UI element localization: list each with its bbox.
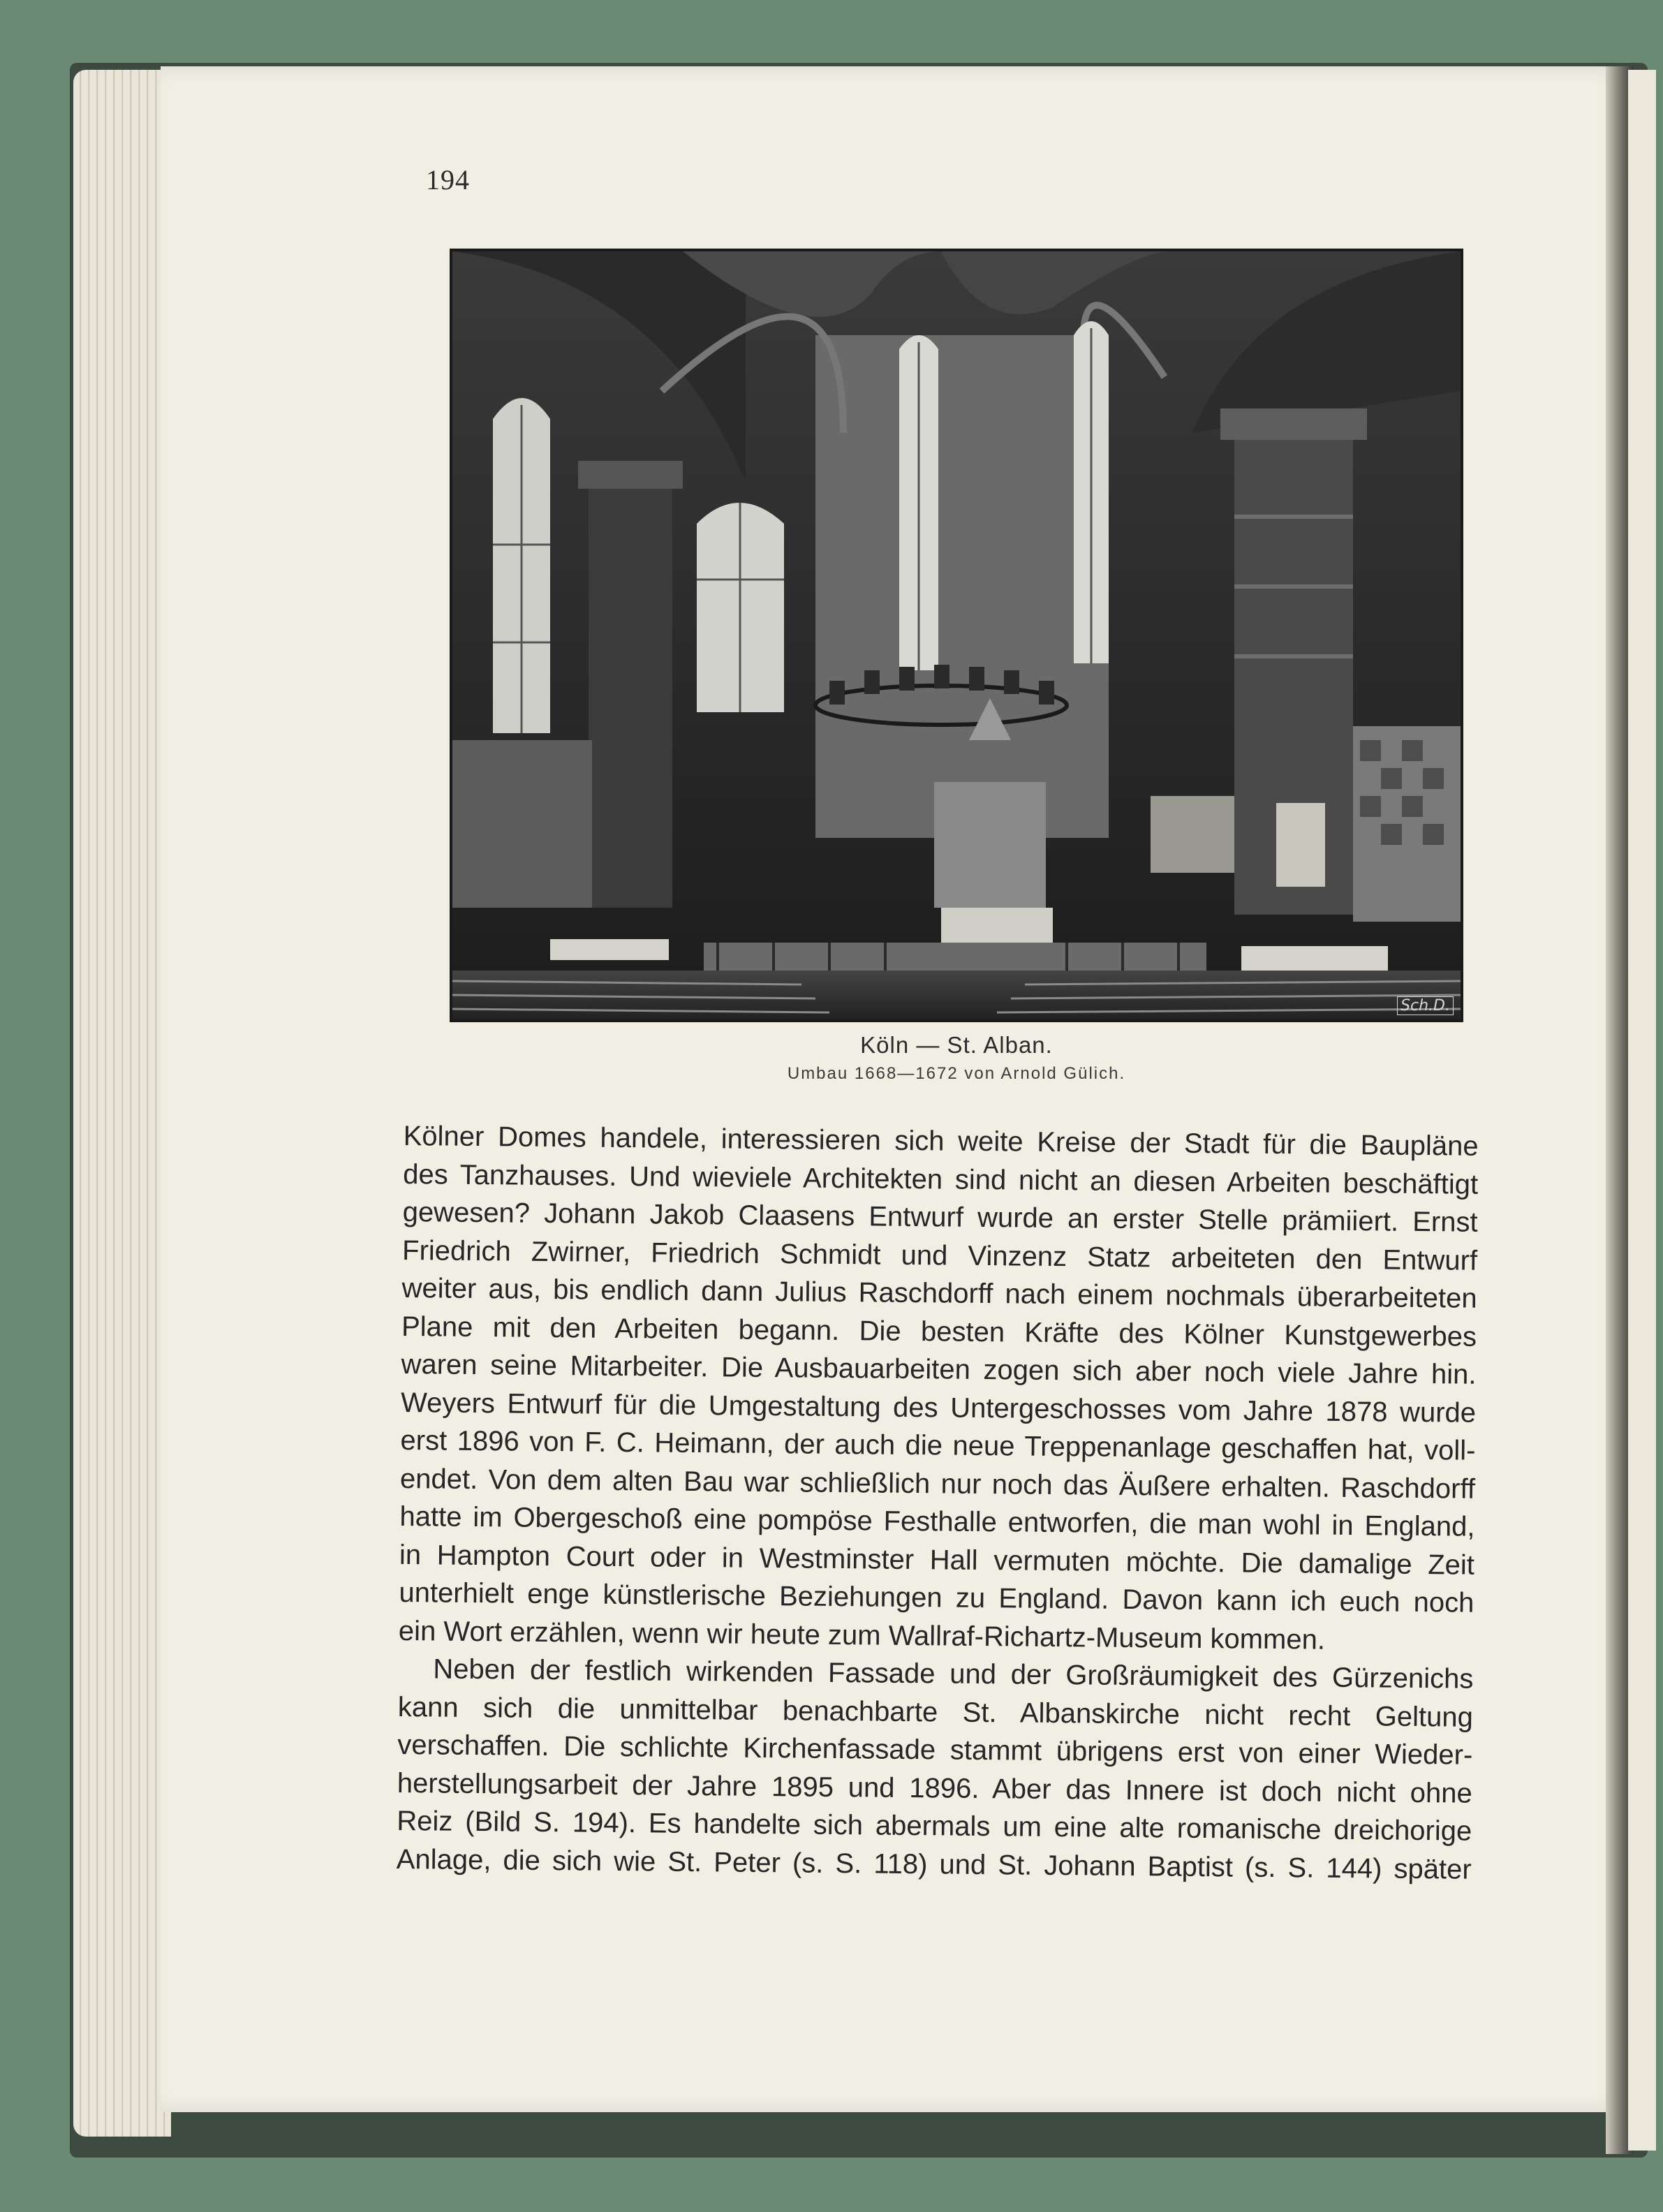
text-line: waren seine Mitarbeiter. Die Ausbauarbeiten zogen sich aber noch viele Jahre hin.: [401, 1348, 1477, 1390]
figure-caption-title: Köln — St. Alban.: [860, 1032, 1053, 1058]
figure-caption-subtitle: Umbau 1668—1672 von Arnold Gülich.: [787, 1064, 1126, 1083]
text-line: Friedrich Zwirner, Friedrich Schmidt und Vinzenz Statz arbeiteten den Entwurf: [401, 1234, 1478, 1276]
text-line: in Hampton Court oder in Westminster Hall vermuten möchte. Die damalige Zeit: [399, 1539, 1475, 1581]
next-page-edge: [1628, 70, 1656, 2151]
church-interior-illustration: [452, 251, 1461, 1019]
text-line: weiter aus, bis endlich dann Julius Raschdorff nach einem nochmals überarbeiteten: [401, 1272, 1477, 1314]
text-line: endet. Von dem alten Bau war schließlich nur noch das Äußere erhalten. Raschdorff: [399, 1463, 1476, 1505]
text-line: gewesen? Johann Jakob Claasens Entwurf wurde an erster Stelle prämiiert. Ernst: [402, 1196, 1478, 1238]
text-line: unterhielt enge künstlerische Beziehungen zu England. Davon kann ich euch noch: [399, 1577, 1474, 1619]
text-line: verschaffen. Die schlichte Kirchenfassade stammt übrigens erst von einer Wieder-: [397, 1729, 1473, 1771]
text-line: hatte im Obergeschoß eine pompöse Festhalle entworfen, die man wohl in England,: [399, 1501, 1475, 1542]
text-line: herstellungsarbeit der Jahre 1895 und 1896. Aber das Innere ist doch nicht ohne: [397, 1767, 1472, 1809]
text-line: des Tanzhauses. Und wieviele Architekten sind nicht an diesen Arbeiten beschäftigt: [403, 1158, 1479, 1200]
text-line: erst 1896 von F. C. Heimann, der auch die neue Treppenanlage geschaffen hat, voll-: [400, 1424, 1476, 1466]
text-line: kann sich die unmittelbar benachbarte St. Albanskirche nicht recht Geltung: [397, 1691, 1474, 1733]
text-line: Plane mit den Arbeiten begann. Die besten Kräfte des Kölner Kunstgewerbes: [401, 1311, 1477, 1352]
body-text: [397, 1117, 1479, 1889]
text-line: Neben der festlich wirkenden Fassade und der Großräumigkeit des Gürzenichs: [433, 1653, 1474, 1695]
text-line: Anlage, die sich wie St. Peter (s. S. 118) und St. Johann Baptist (s. S. 144) später: [396, 1843, 1472, 1885]
page-number: 194: [426, 164, 470, 196]
text-line: Reiz (Bild S. 194). Es handelte sich abermals um eine alte romanische dreichorige: [397, 1805, 1472, 1847]
text-line: Weyers Entwurf für die Umgestaltung des Untergeschosses vom Jahre 1878 wurde: [400, 1387, 1477, 1429]
text-line: Kölner Domes handele, interessieren sich weite Kreise der Stadt für die Baupläne: [403, 1120, 1479, 1162]
church-interior-photo: [450, 249, 1463, 1022]
page-edges: [73, 70, 171, 2137]
text-line: ein Wort erzählen, wenn wir heute zum Wallraf-Richartz-Museum kommen.: [398, 1615, 1326, 1656]
photographer-signature: Sch.D.: [1397, 996, 1454, 1015]
